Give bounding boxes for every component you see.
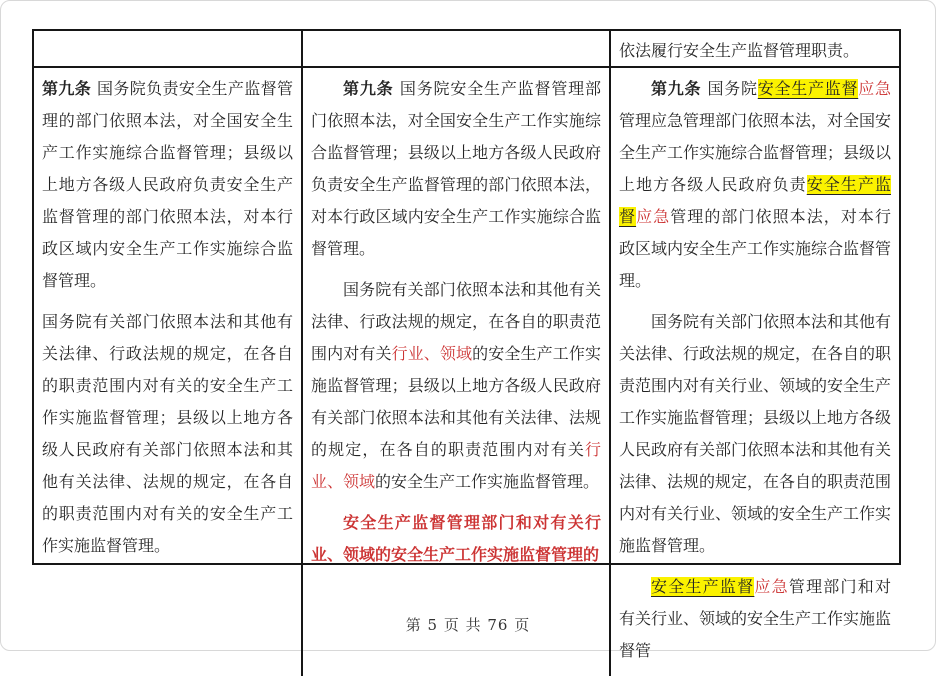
article9-paragraph-2: 国务院有关部门依照本法和其他有关法律、行政法规的规定，在各自的职责范围内对有关行业、领域的安全生产工作实施监督管理；县级以上地方各级人民政府有关部门依照本法和其他有关法律、法规的规定，在各自的职责范围内对有关行业、领域的安全生产工作实施监督管理。 [311,280,601,491]
article9-paragraph-2: 国务院有关部门依照本法和其他有关法律、行政法规的规定，在各自的职责范围内对有关行业、领域的安全生产工作实施监督管理；县级以上地方各级人民政府有关部门依照本法和其他有关法律、法规的规定，在各自的职责范围内对有关行业、领域的安全生产工作实施监督管理。 [619,312,892,555]
header-cell-col2 [303,31,611,68]
header-cell-col3 [611,31,899,68]
article9-paragraph-2: 国务院有关部门依照本法和其他有关法律、行政法规的规定，在各自的职责范围内对有关的安全生产工作实施监督管理；县级以上地方各级人民政府有关部门依照本法和其他有关法律、法规的规定，在各自的职责范围内对有关的安全生产工作实施监督管理。 [42,312,293,555]
page-number: 第 5 页 共 76 页 [405,616,531,634]
carryover-sentence: 依法履行安全生产监督管理职责。 [619,41,860,60]
article9-paragraph-3-revision: 安全生产监督管理部门和对有关行业、领域的安全生产工作实施监督管理的 [311,513,601,564]
article9-paragraph-3-revision: 安全生产监督应急管理部门和对有关行业、领域的安全生产工作实施监督管 [619,577,892,660]
column-2021-revision [611,68,899,676]
article9-paragraph-1: 第九条 国务院安全生产监督应急管理应急管理部门依照本法，对全国安全生产工作实施综合监督管理；县级以上地方各级人民政府负责安全生产监督应急管理的部门依照本法，对本行政区域内安全生产工作实施综合监督管理。 [619,79,892,290]
column-2014-version [303,68,611,676]
header-cell-col1 [34,31,303,68]
article9-paragraph-1: 第九条 国务院负责安全生产监督管理的部门依照本法，对全国安全生产工作实施综合监督管理；县级以上地方各级人民政府负责安全生产监督管理的部门依照本法，对本行政区域内安全生产工作实施综合监督管理。 [42,79,293,290]
column-2002-version [34,68,303,676]
article9-paragraph-1: 第九条 国务院安全生产监督管理部门依照本法，对全国安全生产工作实施综合监督管理；县级以上地方各级人民政府负责安全生产监督管理的部门依照本法，对本行政区域内安全生产工作实施综合监督管理。 [311,79,601,258]
